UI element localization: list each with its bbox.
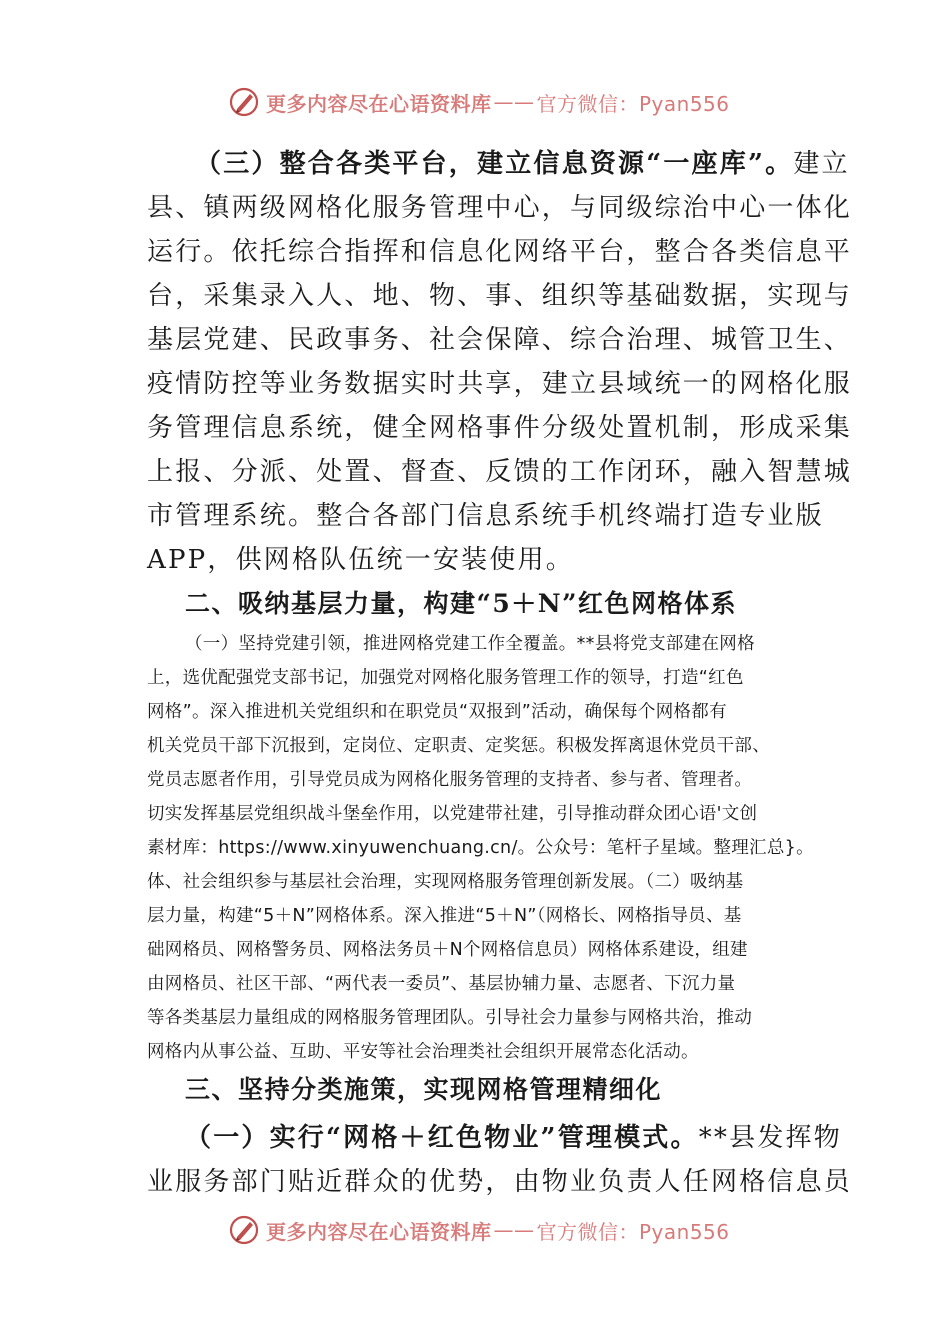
small-paragraph-line: 层力量，构建“5＋N”网格体系。深入推进“5＋N”（网格长、网格指导员、基: [147, 906, 742, 926]
small-paragraph-line: 础网格员、网格警务员、网格法务员＋N个网格信息员）网格体系建设，组建: [147, 940, 748, 960]
section3-line-1: [195, 143, 850, 180]
section3-1-lead: （一）实行“网格＋红色物业”管理模式。: [185, 1123, 699, 1153]
section3-line: 务管理信息系统，健全网格事件分级处置机制，形成采集: [147, 413, 853, 443]
small-paragraph-line: 素材库：https://www.xinyuwenchuang.cn/。公众号：笔杆子星域。整理汇总}。: [147, 838, 814, 858]
small-paragraph-line: 机关党员干部下沉报到，定岗位、定职责、定奖惩。积极发挥离退休党员干部、: [147, 736, 770, 756]
section3-line: 台，采集录入人、地、物、事、组织等基础数据，实现与: [147, 281, 853, 311]
section3-lead: （三）整合各类平台，建立信息资源“一座库”。: [195, 149, 794, 179]
small-paragraph-line: 网格”。深入推进机关党组织和在职党员“双报到”活动，确保每个网格都有: [147, 702, 727, 722]
watermark-prefix: 更多内容尽在心语资料库: [266, 91, 492, 116]
heading-3: 三、坚持分类施策，实现网格管理精细化: [185, 1075, 663, 1104]
small-paragraph-line: 切实发挥基层党组织战斗堡垒作用，以党建带社建，引导推动群众团心语'文创: [147, 804, 758, 824]
section3-1-line-2: 业服务部门贴近群众的优势，由物业负责人任网格信息员: [147, 1167, 853, 1197]
section3-1-rest: **县发挥物: [698, 1123, 842, 1153]
section3-line: 县、镇两级网格化服务管理中心，与同级综治中心一体化: [147, 193, 853, 223]
watermark-top: [228, 82, 730, 122]
watermark-suffix: 官方微信：Pyan556: [536, 91, 730, 116]
section3-1-line-1: [185, 1117, 842, 1154]
small-paragraph-line: 体、社会组织参与基层社会治理，实现网格服务管理创新发展。（二）吸纳基: [147, 872, 744, 892]
small-paragraph-line: 等各类基层力量组成的网格服务管理团队。引导社会力量参与网格共治，推动: [147, 1008, 753, 1028]
small-paragraph-line: 网格内从事公益、互助、平安等社会治理类社会组织开展常态化活动。: [147, 1042, 699, 1062]
small-paragraph-line: 由网格员、社区干部、“两代表一委员”、基层协辅力量、志愿者、下沉力量: [147, 974, 736, 994]
watermark-separator: ——: [493, 1218, 535, 1242]
section3-line: APP，供网格队伍统一安装使用。: [147, 545, 574, 575]
small-paragraph-line: 党员志愿者作用，引导党员成为网格化服务管理的支持者、参与者、管理者。: [147, 770, 753, 790]
section3-line: 疫情防控等业务数据实时共享，建立县域统一的网格化服: [147, 369, 853, 399]
watermark-bottom: [228, 1210, 730, 1250]
heading-2: 二、吸纳基层力量，构建“5＋N”红色网格体系: [185, 589, 738, 618]
section3-line: 上报、分派、处置、督查、反馈的工作闭环，融入智慧城: [147, 457, 853, 487]
section3-line-text: 建立: [793, 149, 850, 179]
small-paragraph-line: （一）坚持党建引领，推进网格党建工作全覆盖。**县将党支部建在网格: [185, 634, 755, 654]
watermark-prefix: 更多内容尽在心语资料库: [266, 1219, 492, 1244]
small-paragraph-line: 上，选优配强党支部书记，加强党对网格化服务管理工作的领导，打造“红色: [147, 668, 744, 688]
pen-logo-icon: [228, 86, 260, 118]
watermark-suffix: 官方微信：Pyan556: [536, 1219, 730, 1244]
section3-line: 运行。依托综合指挥和信息化网络平台，整合各类信息平: [147, 237, 853, 267]
section3-line: 基层党建、民政事务、社会保障、综合治理、城管卫生、: [147, 325, 853, 355]
pen-logo-icon: [228, 1214, 260, 1246]
section3-line: 市管理系统。整合各部门信息系统手机终端打造专业版: [147, 501, 824, 531]
watermark-separator: ——: [493, 90, 535, 114]
